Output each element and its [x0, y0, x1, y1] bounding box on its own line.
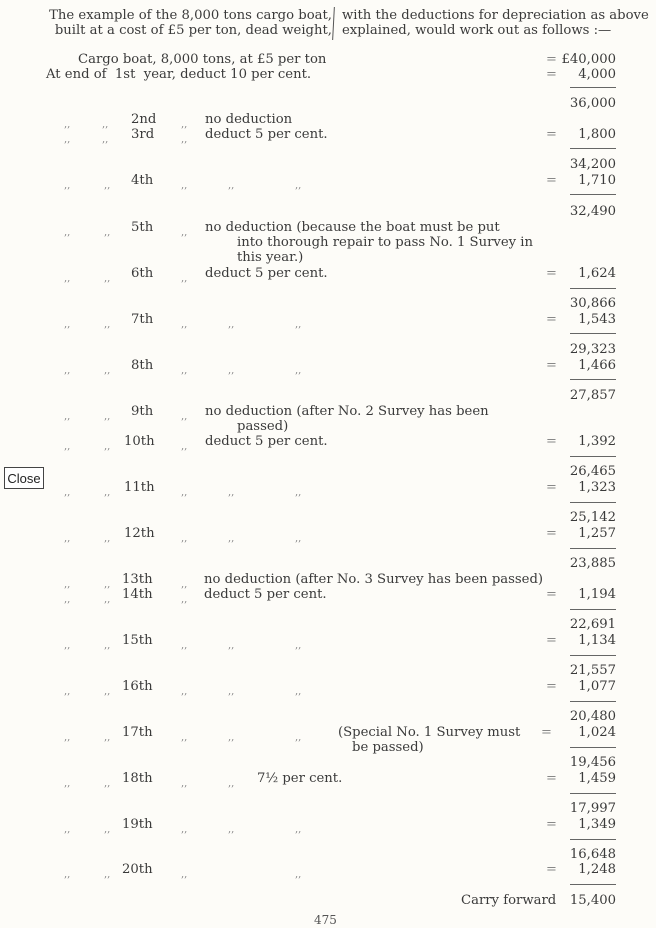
ditto-mark: ,,	[64, 119, 71, 130]
ditto-mark: ,,	[181, 640, 188, 651]
balance-value: 34,200	[569, 157, 616, 172]
ditto-mark: ,,	[228, 686, 235, 697]
ditto-mark: ,,	[181, 594, 188, 605]
ditto-mark: ,,	[104, 487, 111, 498]
balance-value: 27,857	[569, 388, 616, 403]
deduction-value: 1,194	[578, 587, 616, 602]
ditto-mark: ,,	[295, 869, 302, 880]
ditto-mark: ,,	[181, 533, 188, 544]
intro-right	[342, 8, 649, 38]
ditto-mark: ,,	[104, 533, 111, 544]
deduction-value: 1,134	[578, 633, 616, 648]
equals-sign: =	[546, 862, 557, 877]
deduction-value: 1,323	[578, 480, 616, 495]
note-text: 7½ per cent.	[257, 771, 343, 786]
sum-rule	[570, 747, 616, 748]
note-text: no deduction	[205, 112, 293, 127]
equals-sign: =	[546, 127, 557, 142]
intro-right-line1: with the deductions for depreciation as above	[342, 8, 649, 23]
ditto-mark: ,,	[104, 411, 111, 422]
note-text: deduct 5 per cent.	[205, 127, 328, 142]
year-label: 20th	[122, 862, 153, 877]
first-year-line: At end of 1st year, deduct 10 per cent.	[46, 67, 312, 82]
deduction-value: 1,349	[578, 817, 616, 832]
ditto-mark: ,,	[64, 579, 71, 590]
carry-forward-label: Carry forward	[461, 893, 557, 908]
ditto-mark: ,,	[104, 441, 111, 452]
ditto-mark: ,,	[64, 273, 71, 284]
balance-value: 19,456	[569, 755, 616, 770]
year-label: 14th	[122, 587, 153, 602]
year-label: 16th	[122, 679, 153, 694]
balance-value: 26,465	[569, 464, 616, 479]
ditto-mark: ,,	[64, 487, 71, 498]
equals-sign: =	[546, 266, 557, 281]
ditto-mark: ,,	[228, 487, 235, 498]
balance-value: 36,000	[569, 96, 616, 111]
deduction-value: 1,624	[578, 266, 616, 281]
ditto-mark: ,,	[181, 227, 188, 238]
ditto-mark: ,,	[228, 778, 235, 789]
sum-rule	[570, 333, 616, 334]
year-label: 4th	[131, 173, 154, 188]
ditto-mark: ,,	[104, 594, 111, 605]
ditto-mark: ,,	[181, 119, 188, 130]
note-text: (Special No. 1 Survey must	[338, 725, 521, 740]
balance-value: 22,691	[569, 617, 616, 632]
sum-rule	[570, 701, 616, 702]
year-label: 5th	[131, 220, 154, 235]
ditto-mark: ,,	[295, 319, 302, 330]
note-text: no deduction (because the boat must be put	[205, 220, 500, 235]
equals-sign: =	[546, 480, 557, 495]
deduction-value: 1,392	[578, 434, 616, 449]
intro-left	[14, 8, 332, 38]
year-label: 19th	[122, 817, 153, 832]
ditto-mark: ,,	[64, 411, 71, 422]
note-text: deduct 5 per cent.	[205, 434, 328, 449]
sum-rule	[570, 379, 616, 380]
ditto-mark: ,,	[181, 180, 188, 191]
cargo-boat-line: Cargo boat, 8,000 tons, at £5 per ton	[78, 52, 327, 67]
ditto-mark: ,,	[295, 824, 302, 835]
note-text: deduct 5 per cent.	[205, 266, 328, 281]
ditto-mark: ,,	[104, 732, 111, 743]
ditto-mark: ,,	[64, 869, 71, 880]
ditto-mark: ,,	[295, 487, 302, 498]
ditto-mark: ,,	[64, 227, 71, 238]
sum-rule	[570, 609, 616, 610]
equals-sign: =	[541, 725, 552, 740]
ditto-mark: ,,	[181, 441, 188, 452]
year-label: 11th	[124, 480, 155, 495]
ditto-mark: ,,	[228, 824, 235, 835]
equals-sign: =	[546, 679, 557, 694]
ditto-mark: ,,	[295, 686, 302, 697]
ditto-mark: ,,	[64, 778, 71, 789]
deduction-value: 1,024	[578, 725, 616, 740]
balance-value: 17,997	[569, 801, 616, 816]
ditto-mark: ,,	[64, 533, 71, 544]
ditto-mark: ,,	[64, 319, 71, 330]
ditto-mark: ,,	[181, 411, 188, 422]
ditto-mark: ,,	[64, 686, 71, 697]
year-label: 10th	[124, 434, 155, 449]
note-text: passed)	[237, 419, 289, 434]
equals-sign: =	[546, 633, 557, 648]
year-label: 2nd	[131, 112, 157, 127]
sum-rule	[570, 548, 616, 549]
ditto-mark: ,,	[181, 487, 188, 498]
intro-right-line2: explained, would work out as follows :—	[342, 23, 612, 38]
sum-rule	[570, 148, 616, 149]
year-label: 15th	[122, 633, 153, 648]
intro-left-line2: built at a cost of £5 per ton, dead weight,	[54, 23, 332, 38]
deduction-value: 1,077	[578, 679, 616, 694]
ditto-mark: ,,	[64, 134, 71, 145]
ditto-mark: ,,	[228, 732, 235, 743]
ditto-mark: ,,	[181, 869, 188, 880]
ditto-mark: ,,	[181, 365, 188, 376]
ditto-mark: ,,	[295, 365, 302, 376]
sum-rule	[570, 655, 616, 656]
deduction-value: 1,800	[578, 127, 616, 142]
ditto-mark: ,,	[104, 227, 111, 238]
equals-sign: =	[546, 587, 557, 602]
close-button[interactable]: Close	[4, 467, 44, 489]
ditto-mark: ,,	[295, 180, 302, 191]
note-text: no deduction (after No. 2 Survey has been	[205, 404, 489, 419]
ditto-mark: ,,	[104, 579, 111, 590]
balance-value: 20,480	[569, 709, 616, 724]
ditto-mark: ,,	[102, 119, 109, 130]
ditto-mark: ,,	[104, 640, 111, 651]
equals-sign: =	[546, 67, 557, 82]
ditto-mark: ,,	[64, 732, 71, 743]
sum-rule	[570, 884, 616, 885]
ditto-mark: ,,	[228, 319, 235, 330]
deduction-value: 1,543	[578, 312, 616, 327]
note-text: be passed)	[352, 740, 424, 755]
equals-sign: =	[546, 52, 557, 67]
balance-value: 32,490	[569, 204, 616, 219]
deduction-value: 1,248	[578, 862, 616, 877]
ditto-mark: ,,	[181, 319, 188, 330]
equals-sign: =	[546, 173, 557, 188]
deduction-value: 1,466	[578, 358, 616, 373]
balance-value: 23,885	[569, 556, 616, 571]
ditto-mark: ,,	[181, 686, 188, 697]
year-label: 12th	[124, 526, 155, 541]
carry-forward-value: 15,400	[569, 893, 616, 908]
ditto-mark: ,,	[104, 778, 111, 789]
ditto-mark: ,,	[104, 365, 111, 376]
year-label: 6th	[131, 266, 154, 281]
ditto-mark: ,,	[295, 640, 302, 651]
ditto-mark: ,,	[295, 533, 302, 544]
equals-sign: =	[546, 358, 557, 373]
sum-rule	[570, 456, 616, 457]
year-label: 17th	[122, 725, 153, 740]
balance-value: 16,648	[569, 847, 616, 862]
equals-sign: =	[546, 434, 557, 449]
balance-value: 21,557	[569, 663, 616, 678]
balance-value: 25,142	[569, 510, 616, 525]
ditto-mark: ,,	[104, 319, 111, 330]
equals-sign: =	[546, 817, 557, 832]
ditto-mark: ,,	[181, 579, 188, 590]
equals-sign: =	[546, 771, 557, 786]
equals-sign: =	[546, 526, 557, 541]
balance-value: 30,866	[569, 296, 616, 311]
ditto-mark: ,,	[228, 640, 235, 651]
note-text: deduct 5 per cent.	[204, 587, 327, 602]
ditto-mark: ,,	[104, 686, 111, 697]
ditto-mark: ,,	[104, 869, 111, 880]
ditto-mark: ,,	[181, 273, 188, 284]
sum-rule	[570, 288, 616, 289]
sum-rule	[570, 194, 616, 195]
sum-rule	[570, 793, 616, 794]
ditto-mark: ,,	[64, 824, 71, 835]
ditto-mark: ,,	[228, 365, 235, 376]
ditto-mark: ,,	[64, 441, 71, 452]
ditto-mark: ,,	[104, 273, 111, 284]
ditto-mark: ,,	[102, 134, 109, 145]
year-label: 8th	[131, 358, 154, 373]
sum-rule	[570, 839, 616, 840]
ditto-mark: ,,	[228, 533, 235, 544]
balance-value: 29,323	[569, 342, 616, 357]
deduction-value: 1,710	[578, 173, 616, 188]
deduction-value: 1,459	[578, 771, 616, 786]
sum-rule	[570, 87, 616, 88]
sum-rule	[570, 502, 616, 503]
year-label: 18th	[122, 771, 153, 786]
ditto-mark: ,,	[181, 732, 188, 743]
ditto-mark: ,,	[64, 594, 71, 605]
year-label: 13th	[122, 572, 153, 587]
page-number: 475	[314, 913, 337, 927]
intro-divider	[332, 7, 335, 40]
intro-left-line1: The example of the 8,000 tons cargo boat,	[49, 8, 332, 23]
ditto-mark: ,,	[181, 824, 188, 835]
ditto-mark: ,,	[104, 180, 111, 191]
ditto-mark: ,,	[181, 778, 188, 789]
ditto-mark: ,,	[295, 732, 302, 743]
ditto-mark: ,,	[181, 134, 188, 145]
year-label: 7th	[131, 312, 154, 327]
note-text: this year.)	[237, 250, 304, 265]
year-label: 9th	[131, 404, 154, 419]
ditto-mark: ,,	[104, 824, 111, 835]
note-text: no deduction (after No. 3 Survey has been passed)	[204, 572, 544, 587]
ditto-mark: ,,	[228, 180, 235, 191]
note-text: into thorough repair to pass No. 1 Survey in	[237, 235, 533, 250]
deduction-value: 4,000	[578, 67, 616, 82]
ditto-mark: ,,	[64, 640, 71, 651]
year-label: 3rd	[131, 127, 155, 142]
ditto-mark: ,,	[64, 180, 71, 191]
deduction-value: 1,257	[578, 526, 616, 541]
cost-value: £40,000	[561, 52, 616, 67]
ditto-mark: ,,	[64, 365, 71, 376]
equals-sign: =	[546, 312, 557, 327]
